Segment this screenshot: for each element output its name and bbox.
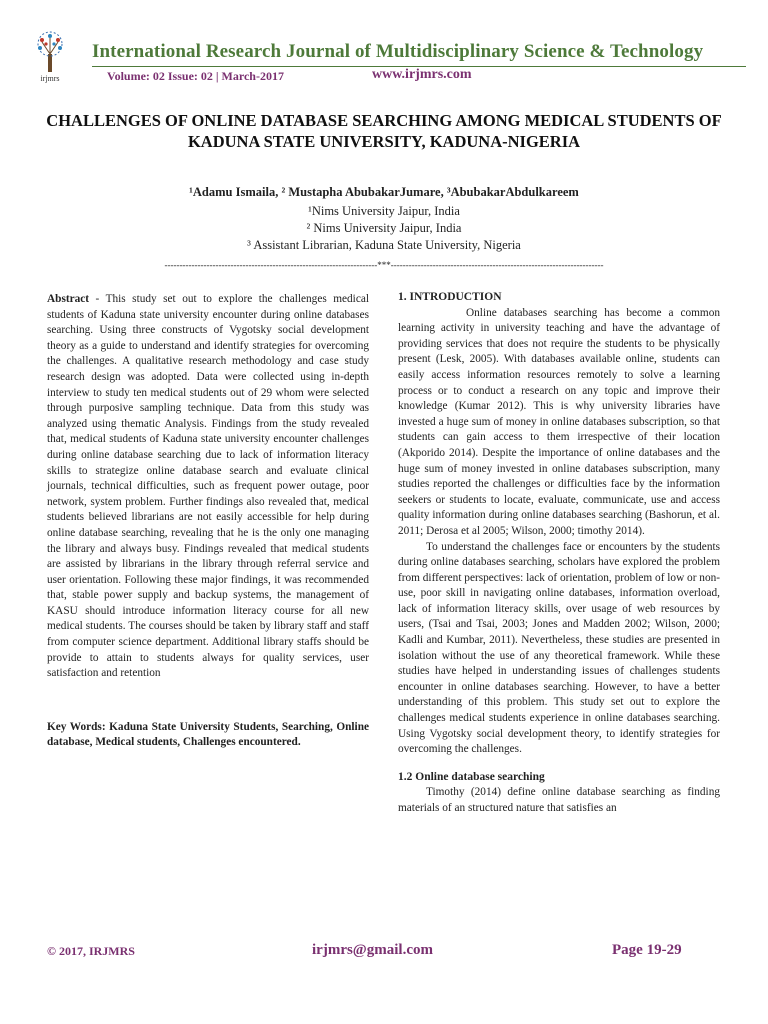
left-column — [47, 292, 369, 751]
subsection-heading: 1.2 Online database searching — [398, 770, 545, 783]
footer-email-link[interactable]: irjmrs@gmail.com — [312, 942, 433, 958]
footer-copyright: © 2017, IRJMRS — [47, 944, 135, 958]
tree-logo-icon — [26, 30, 74, 74]
intro-heading: 1. INTRODUCTION — [398, 291, 502, 303]
subsection-paragraph: Timothy (2014) define online database searching as finding materials of an structured nature that satisfies an — [398, 786, 720, 814]
abstract — [47, 292, 369, 682]
affiliation-1: ¹Nims University Jaipur, India — [308, 204, 460, 218]
volume-info: Volume: 02 Issue: 02 | March-2017 — [107, 69, 284, 83]
section-separator: -----------------------------------------------------------------------***----------------------------------------------------------------------- — [164, 260, 604, 270]
article-title: CHALLENGES OF ONLINE DATABASE SEARCHING AMONG MEDICAL STUDENTS OF KADUNA STATE UNIVERSITY, KADUNA-NIGERIA — [46, 111, 722, 151]
affiliation-3: ³ Assistant Librarian, Kaduna State University, Nigeria — [247, 238, 521, 252]
intro-paragraph-1: Online databases searching has become a common learning activity in university teaching and have the advantage of providing services that does not require the students to be physically present (Lesk, 2005). With databases available online, students can easily access information resources remotely to solve a learning process or to conduct a research on any topic and improve their knowledge (Kumar 2012). This is why university libraries have invested a huge sum of money in online databases subscription, so that students can gain access to them irrespective of their location (Akporido 2014). Despite the importance of online databases and the huge sum of money invested in online databases subscription, many studies reported the challenges or difficulties face by the information seekers or students to locate, evaluate, communicate, use and access quality information during online databases searching (Bashorun, et al. 2011; Derosa et al 2005; Wilson, 2000; timothy 2014). — [398, 306, 720, 537]
journal-header — [22, 30, 746, 88]
affiliation-2: ² Nims University Jaipur, India — [306, 221, 462, 235]
abstract-text: - This study set out to explore the challenges medical students of Kaduna state university encounter during online databases searching. Using three constructs of Vygotsky social development theory as a guide to understand and identify strategies for overcoming the challenges. A qualitative research methodology and case study research design was adopted. Data were collected using in-depth interview to study ten medical students out of 29 whom were selected through purposive sampling technique. Data from this study was analyzed using thematic Analysis. Findings from the study revealed that, medical students of Kaduna state university encounter challenges during online database searching due to lack of information literacy skills to strategize online database search and evaluate clinical journals, technical difficulties, such as frequent power outage, poor network, system problem. Further findings also revealed that, medical students believed librarians are not easily accessible for help during online database searching, revealing that he is the only one managing the library and always busy. Findings revealed that medical students are assisted by librarians in the library through referral service and user orientation. Following these major findings, it was recommended that, stable power supply and backup systems, the management of KASU should introduce information literacy course for all new medical students. The courses should be taken by library staff and staff from computer science department. Additional library staffs should be provide to attain to students always for quality services, user satisfaction and retention — [47, 293, 369, 680]
abstract-label: Abstract — [47, 293, 90, 305]
journal-logo — [26, 30, 74, 86]
logo-text: irjmrs — [40, 74, 60, 83]
journal-website-link[interactable]: www.irjmrs.com — [372, 67, 472, 82]
intro-paragraph-2: To understand the challenges face or encounters by the students during online databases searching, scholars have explored the problem from different perspectives: lack of orientation, problem of low or non-use, poor skill in navigating online databases, information overload, lack of information literacy skills, over usage of web resources by users, (Tsai and Tsai, 2003; Jones and Madden 2002; Wilson, 2000; Kadli and Kumbar, 2011). Nevertheless, these studies are presented in isolation without the use of any theoretical framework. While these studies have helped in understanding issues of challenges students encounter in online databases searching. However, to have a better understanding of this problem. This study set out to explore the challenges medical students experience in online databases searching. Using Vygotsky social development theory, to identify strategies for overcoming the challenges. — [398, 540, 720, 756]
footer-page-number: Page 19-29 — [612, 942, 682, 958]
right-column — [398, 290, 720, 817]
keywords: Key Words: Kaduna State University Students, Searching, Online database, Medical students, Challenges encountered. — [47, 720, 369, 749]
journal-title: International Research Journal of Multidisciplinary Science & Technology — [92, 41, 704, 62]
author-list: ¹Adamu Ismaila, ² Mustapha AbubakarJumare, ³AbubakarAbdulkareem — [189, 185, 579, 199]
